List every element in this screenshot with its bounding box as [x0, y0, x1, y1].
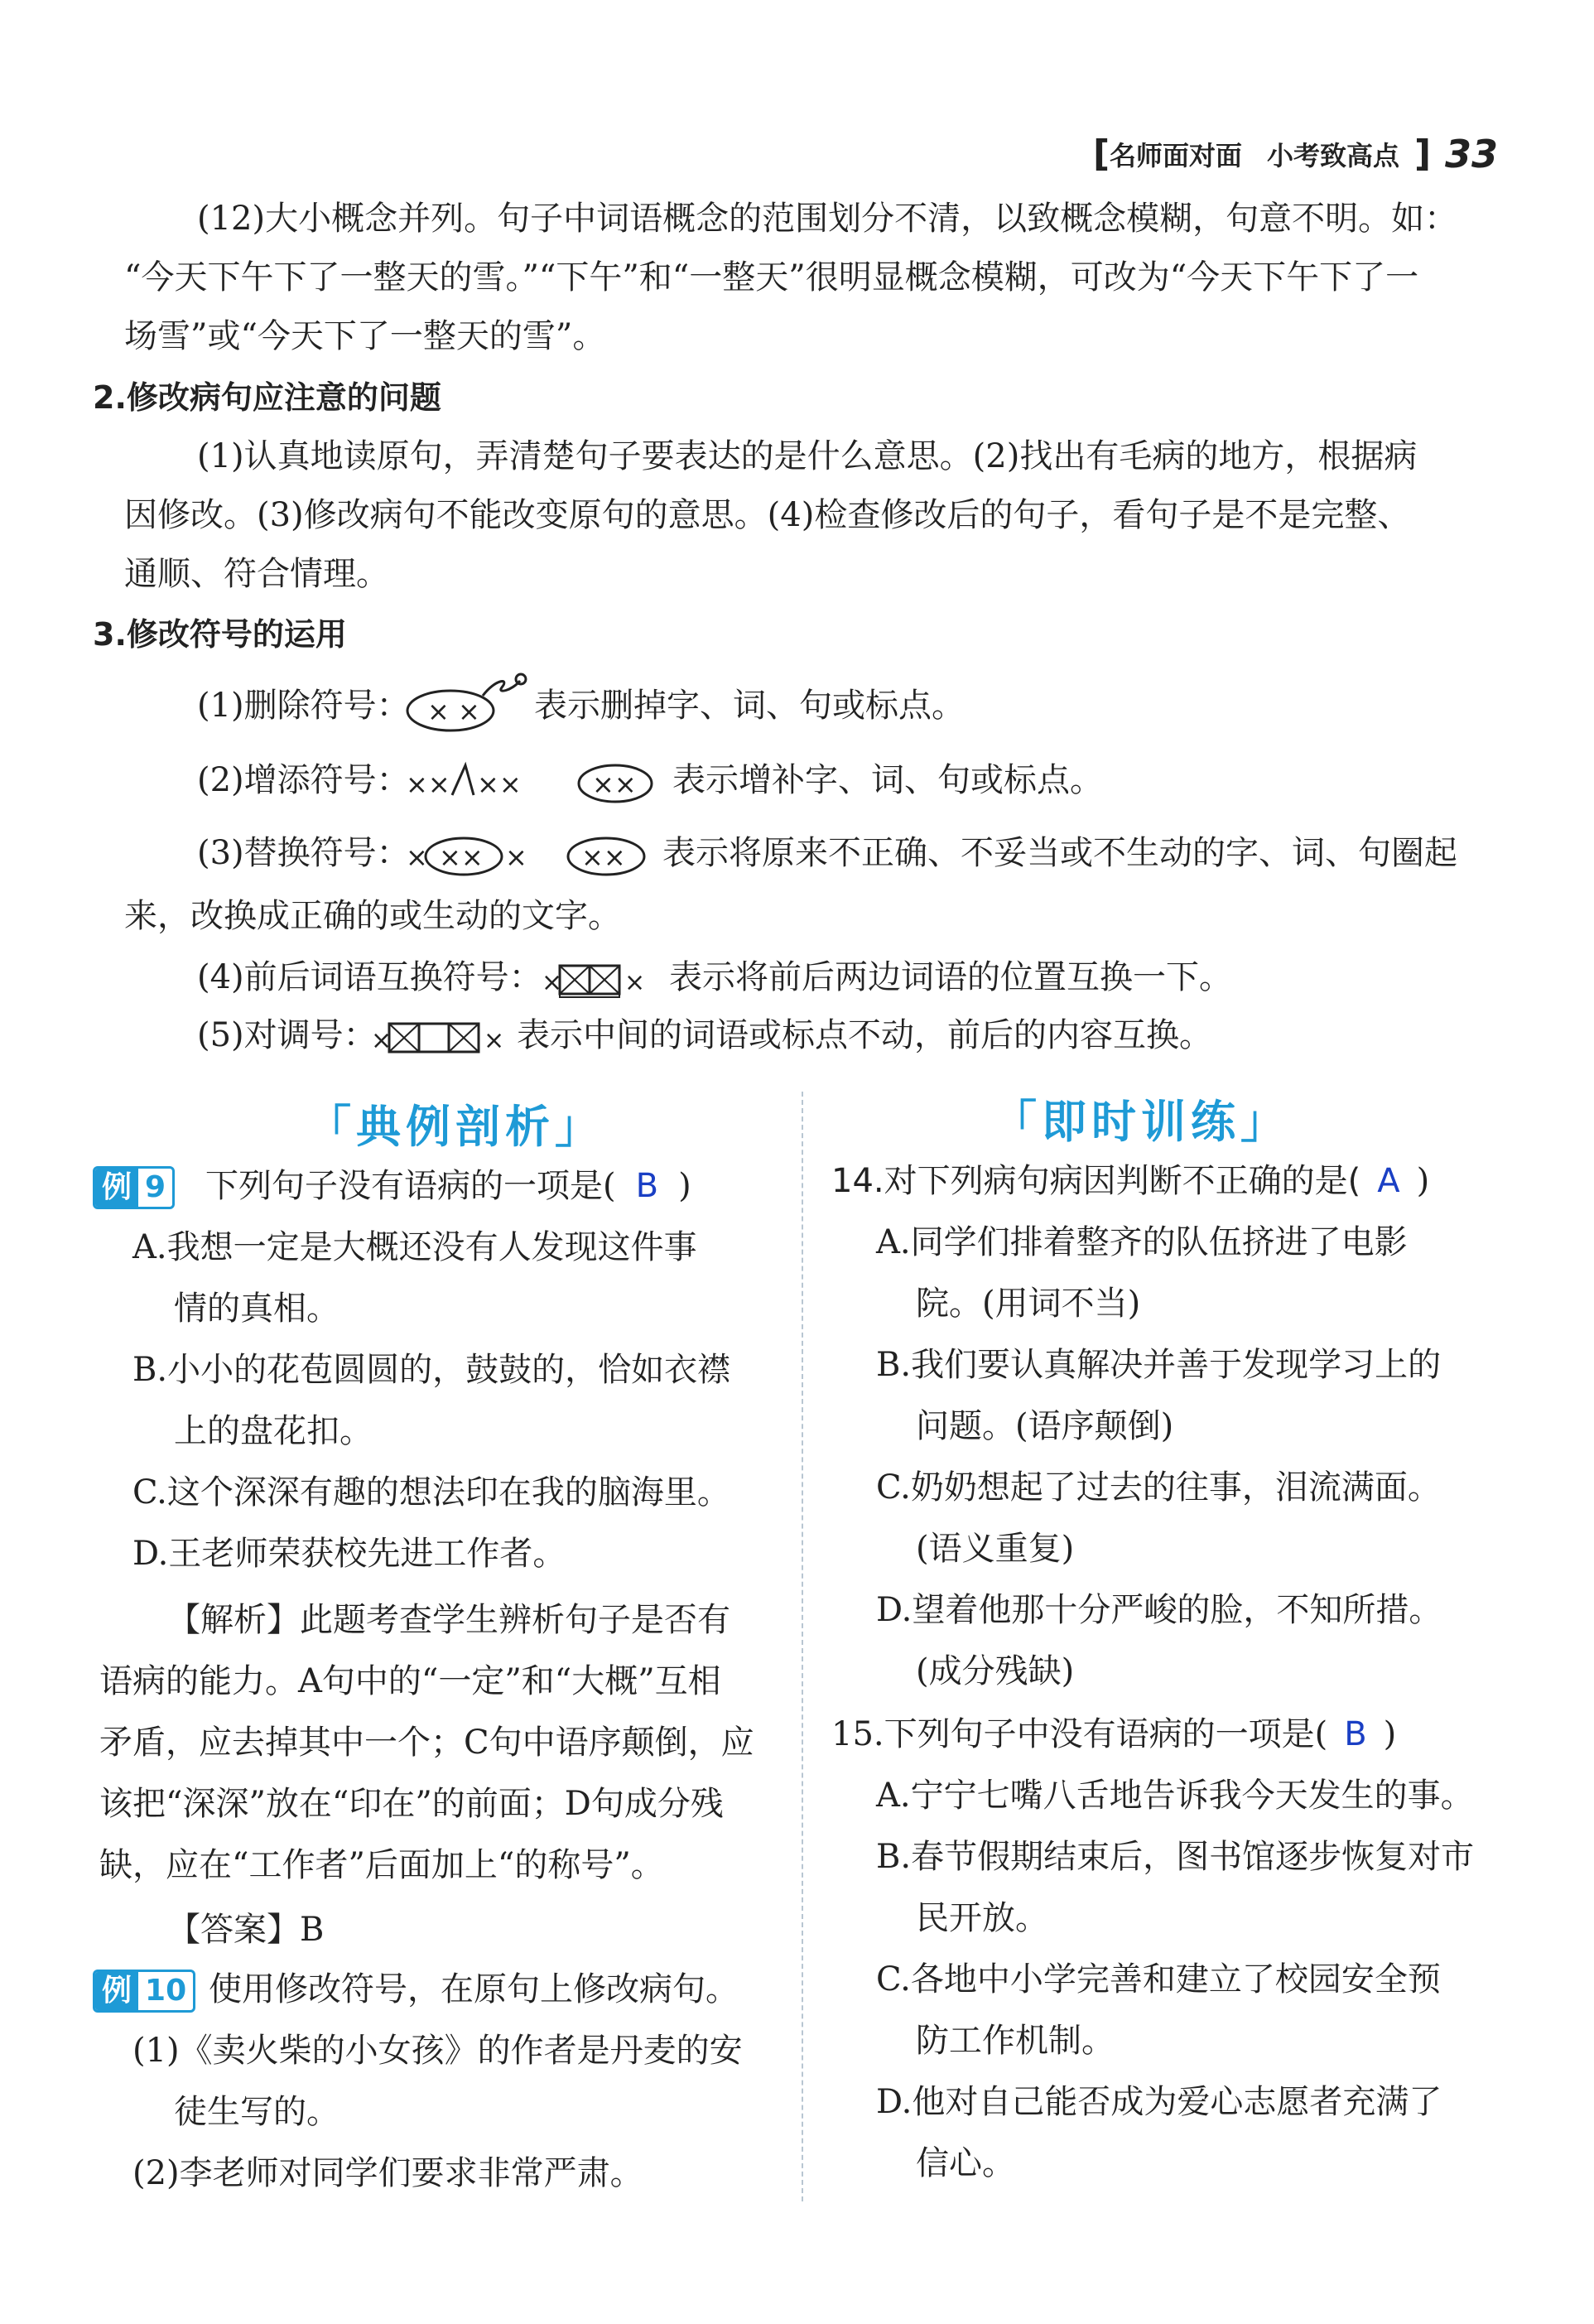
svg-text:×: × [505, 841, 527, 873]
q14-option-d-cont: (成分残缺) [916, 1652, 1075, 1690]
example-10-badge-label: 例 [95, 1972, 138, 2010]
q15-option-c-cont: 防工作机制。 [916, 2022, 1115, 2060]
example-9-close: ) [678, 1167, 691, 1205]
q15-option-c: C.各地中小学完善和建立了校园安全预 [876, 1960, 1441, 1999]
example-10-badge [93, 1970, 195, 2013]
example-9-option-b: B.小小的花苞圆圆的，鼓鼓的，恰如衣襟 [132, 1351, 731, 1389]
replace-symbol-desc: 表示将原来不正确、不妥当或不生动的字、词、句圈起 [662, 834, 1457, 872]
column-divider [802, 1092, 803, 2201]
q14-answer: A [1377, 1162, 1400, 1200]
example-9-badge-number: 9 [145, 1170, 166, 1204]
q15-option-d: D.他对自己能否成为爱心志愿者充满了 [876, 2083, 1442, 2121]
q14-option-a: A.同学们排着整齐的队伍挤进了电影 [876, 1223, 1408, 1261]
q14-stem [831, 1158, 1429, 1204]
q15-option-a: A.宁宁七嘴八舌地告诉我今天发生的事。 [876, 1777, 1474, 1815]
q15-answer: B [1344, 1715, 1367, 1753]
analysis-line-5: 缺，应在“工作者”后面加上“的称号”。 [99, 1846, 664, 1884]
svg-text:×: × [406, 841, 428, 873]
q14-option-c: C.奶奶想起了过去的往事，泪流满面。 [876, 1468, 1441, 1507]
q14-option-a-cont: 院。(用词不当) [916, 1285, 1141, 1323]
q15-close: ) [1383, 1715, 1397, 1753]
analysis-line-1: 【解析】此题考查学生辨析句子是否有 [167, 1601, 730, 1639]
svg-text:×: × [624, 968, 646, 997]
page-number: 33 [1445, 132, 1499, 176]
answer-line: 【答案】B [167, 1911, 325, 1949]
svg-text:×: × [371, 1026, 392, 1055]
delete-symbol-label: (1)删除符号： [197, 687, 410, 725]
replace-mark-icon [404, 827, 661, 880]
section2-heading: 2.修改病句应注意的问题 [93, 379, 441, 416]
add-mark-icon [404, 754, 673, 807]
example-9-answer: B [635, 1167, 659, 1205]
section2-line-3: 通顺、符合情理。 [124, 555, 389, 593]
example-9-stem [205, 1163, 691, 1209]
example-9-stem-text: 下列句子没有语病的一项是( [205, 1167, 616, 1205]
header-bracket-right: ] [1414, 133, 1432, 175]
header-series: 名师面对面 [1110, 140, 1243, 171]
q15-option-d-cont: 信心。 [916, 2144, 1015, 2182]
q15-stem-text: 15.下列句子中没有语病的一项是( [831, 1715, 1328, 1753]
example-10-stem: 使用修改符号，在原句上修改病句。 [209, 1970, 739, 2008]
delete-mark-icon [404, 669, 528, 735]
intro-line-2: “今天下午下了一整天的雪。”“下午”和“一整天”很明显概念模糊，可改为“今天下午下了一 [124, 258, 1419, 297]
example-9-option-d: D.王老师荣获校先进工作者。 [132, 1535, 566, 1573]
q14-option-b-cont: 问题。(语序颠倒) [916, 1407, 1174, 1445]
add-symbol-desc: 表示增补字、词、句或标点。 [672, 761, 1103, 799]
q15-option-b-cont: 民开放。 [916, 1899, 1048, 1937]
exchange-symbol-label: (5)对调号： [197, 1016, 377, 1054]
analysis-line-4: 该把“深深”放在“印在”的前面；D句成分残 [99, 1785, 724, 1823]
example-9-badge [93, 1166, 175, 1209]
svg-text:××: ×× [477, 769, 522, 800]
intro-line-1: (12)大小概念并列。句子中词语概念的范围划分不清，以致概念模糊，句意不明。如： [197, 200, 1458, 238]
q15-stem [831, 1711, 1396, 1757]
example-9-option-b-cont: 上的盘花扣。 [174, 1412, 373, 1450]
q14-stem-text: 14.对下列病句病因判断不正确的是( [831, 1162, 1361, 1200]
replace-symbol-label: (3)替换符号： [197, 834, 410, 872]
q15-option-b: B.春节假期结束后，图书馆逐步恢复对市 [876, 1838, 1475, 1876]
svg-text:××: ×× [581, 841, 626, 873]
exchange-symbol-desc: 表示中间的词语或标点不动，前后的内容互换。 [517, 1016, 1212, 1054]
example-9-option-a: A.我想一定是大概还没有人发现这件事 [132, 1228, 697, 1266]
swap-symbol-desc: 表示将前后两边词语的位置互换一下。 [669, 958, 1232, 996]
svg-text:××: ×× [592, 769, 637, 800]
svg-text:××: ×× [406, 769, 450, 800]
example-9-option-c: C.这个深深有趣的想法印在我的脑海里。 [132, 1473, 730, 1512]
exchange-mark-icon [371, 1017, 517, 1057]
example-10-badge-number: 10 [145, 1974, 187, 2008]
example-10-q2: (2)李老师对同学们要求非常严肃。 [132, 2154, 643, 2192]
page-header [1093, 133, 1507, 179]
q14-option-c-cont: (语义重复) [916, 1530, 1075, 1568]
analysis-line-3: 矛盾，应去掉其中一个；C句中语序颠倒，应 [99, 1724, 754, 1762]
section2-line-2: 因修改。(3)修改病句不能改变原句的意思。(4)检查修改后的句子，看句子是不是完整、 [124, 496, 1411, 534]
svg-text:× ×: × × [427, 696, 480, 727]
example-10-q1-cont: 徒生写的。 [174, 2093, 340, 2131]
q14-close: ) [1416, 1162, 1430, 1200]
example-10-q1: (1)《卖火柴的小女孩》的作者是丹麦的安 [132, 2032, 743, 2070]
q14-option-b: B.我们要认真解决并善于发现学习上的 [876, 1346, 1442, 1384]
analysis-line-2: 语病的能力。A句中的“一定”和“大概”互相 [99, 1662, 721, 1700]
swap-mark-icon [542, 959, 674, 999]
example-9-badge-label: 例 [95, 1169, 138, 1207]
header-bracket-left: [ [1093, 133, 1110, 175]
section3-heading: 3.修改符号的运用 [93, 616, 347, 653]
add-symbol-label: (2)增添符号： [197, 761, 410, 799]
swap-symbol-label: (4)前后词语互换符号： [197, 958, 542, 996]
svg-text:×: × [542, 968, 563, 997]
header-subtitle: 小考致高点 [1267, 140, 1400, 171]
replace-symbol-desc-cont: 来，改换成正确的或生动的文字。 [124, 897, 621, 935]
left-section-title: 「典例剖析」 [306, 1101, 604, 1153]
section2-line-1: (1)认真地读原句，弄清楚句子要表达的是什么意思。(2)找出有毛病的地方，根据病 [197, 437, 1418, 475]
q14-option-d: D.望着他那十分严峻的脸，不知所措。 [876, 1591, 1442, 1629]
delete-symbol-desc: 表示删掉字、词、句或标点。 [534, 687, 965, 725]
right-section-title: 「即时训练」 [992, 1096, 1290, 1148]
svg-text:×: × [484, 1026, 505, 1055]
example-9-option-a-cont: 情的真相。 [174, 1290, 340, 1328]
intro-line-3: 场雪”或“今天下了一整天的雪”。 [124, 317, 606, 355]
svg-text:××: ×× [439, 841, 484, 873]
